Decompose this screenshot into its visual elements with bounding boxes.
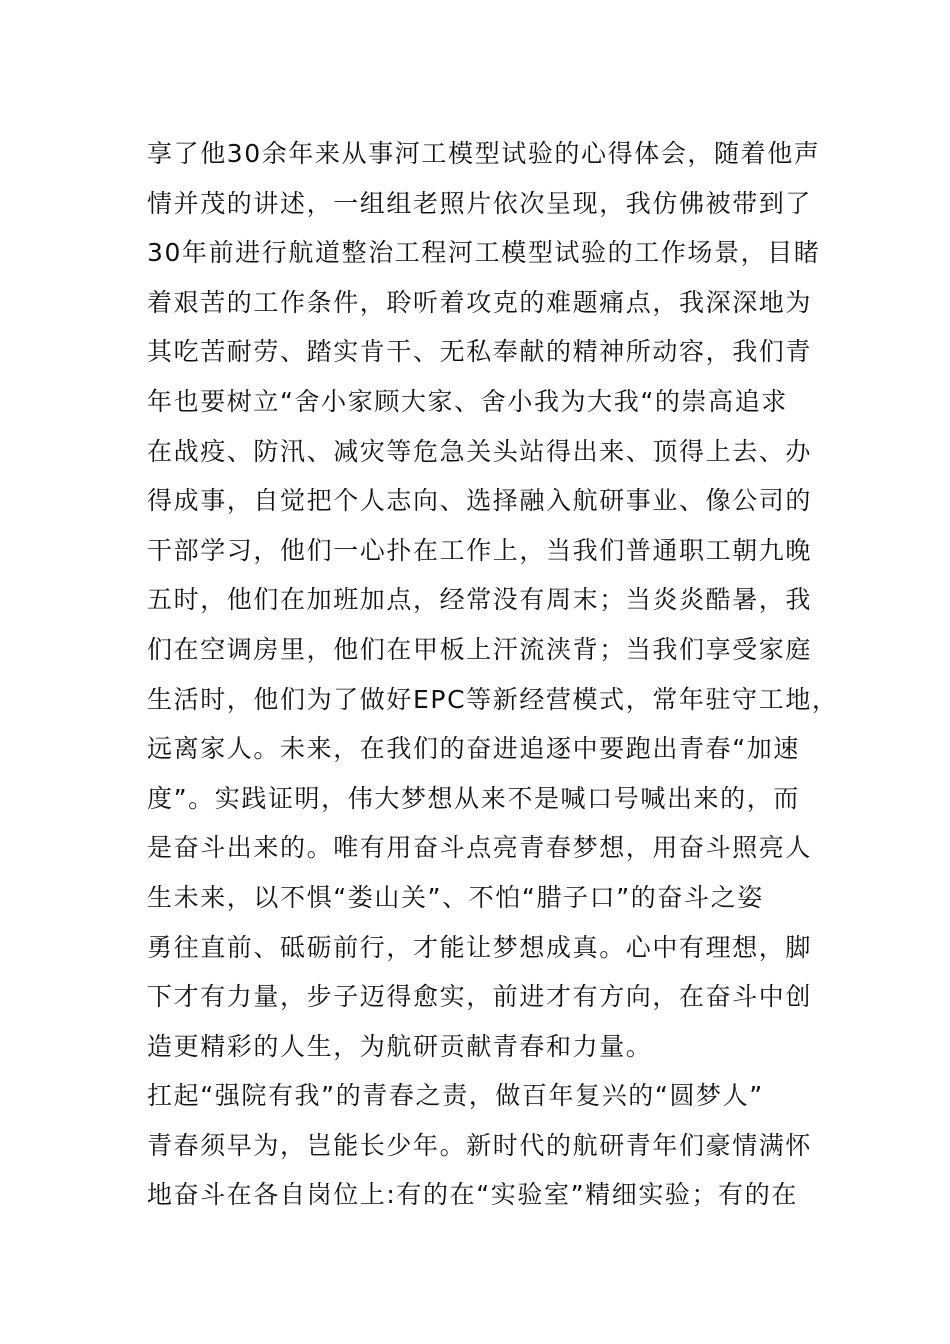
text-line: 度”。实践证明，伟大梦想从来不是喊口号喊出来的，而 [147, 783, 800, 813]
section-heading: 扛起“强院有我”的青春之责，做百年复兴的“圆梦人” [147, 1081, 764, 1111]
text-line: 其吃苦耐劳、踏实肯干、无私奉献的精神所动容，我们青 [147, 337, 813, 367]
text-line: 干部学习，他们一心扑在工作上，当我们普通职工朝九晚 [147, 535, 813, 565]
text-line: 享了他30余年来从事河工模型试验的心得体会，随着他声 [147, 139, 821, 168]
text-line: 在战疫、防汛、减灾等危急关头站得出来、顶得上去、办 [147, 436, 813, 466]
text-line: 五时，他们在加班加点，经常没有周末；当炎炎酷暑，我 [147, 585, 813, 615]
text-line: 们在空调房里，他们在甲板上汗流浃背；当我们享受家庭 [147, 634, 813, 664]
text-line: 30年前进行航道整治工程河工模型试验的工作场景，目睹 [147, 238, 821, 268]
text-line: 造更精彩的人生，为航研贡献青春和力量。 [147, 1031, 653, 1061]
text-line: 生未来，以不惧“娄山关”、不怕“腊子口”的奋斗之姿 [147, 882, 764, 912]
text-line: 年也要树立“舍小家顾大家、舍小我为大我“的崇高追求 [147, 386, 788, 416]
body-text [147, 129, 839, 1220]
text-line: 是奋斗出来的。唯有用奋斗点亮青春梦想，用奋斗照亮人 [147, 833, 813, 863]
text-line: 生活时，他们为了做好EPC等新经营模式，常年驻守工地， [147, 684, 839, 714]
text-line: 青春须早为，岂能长少年。新时代的航研青年们豪情满怀 [147, 1130, 813, 1160]
text-line: 远离家人。未来，在我们的奋进追逐中要跑出青春“加速 [147, 734, 800, 764]
text-line: 下才有力量，步子迈得愈实，前进才有方向，在奋斗中创 [147, 982, 813, 1012]
text-line: 情并茂的讲述，一组组老照片依次呈现，我仿佛被带到了 [147, 188, 813, 218]
text-line: 勇往直前、砥砺前行，才能让梦想成真。心中有理想，脚 [147, 932, 813, 962]
text-line: 着艰苦的工作条件，聆听着攻克的难题痛点，我深深地为 [147, 287, 813, 317]
text-line: 地奋斗在各自岗位上:有的在“实验室”精细实验；有的在 [147, 1180, 798, 1210]
text-line: 得成事，自觉把个人志向、选择融入航研事业、像公司的 [147, 486, 813, 516]
